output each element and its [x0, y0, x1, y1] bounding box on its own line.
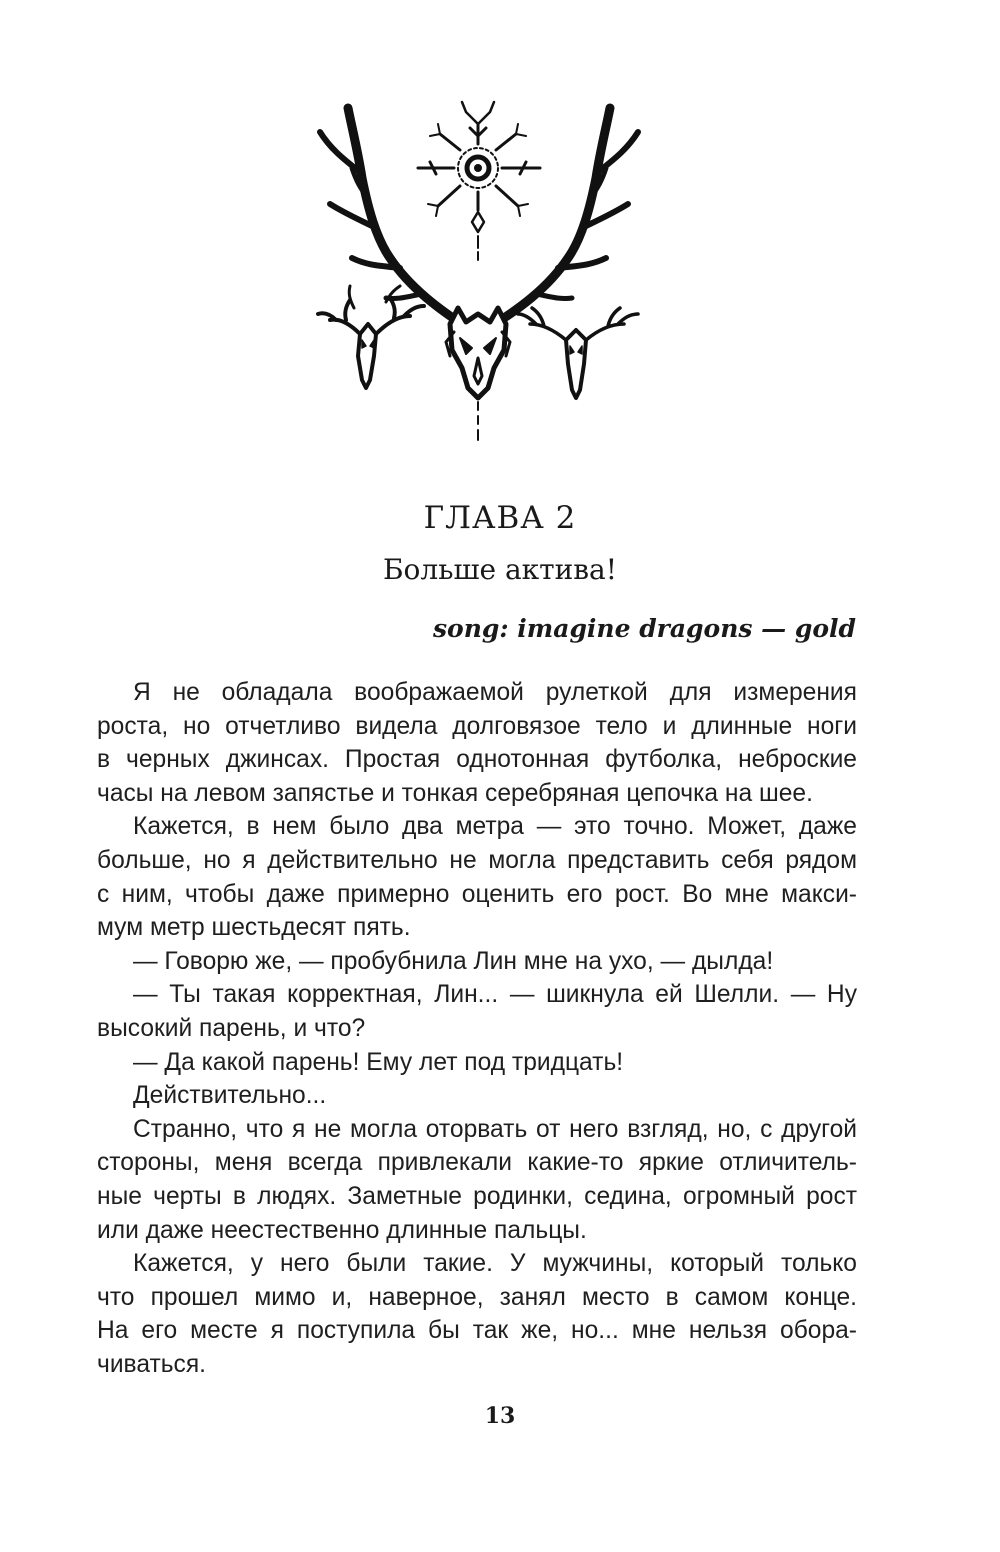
text-line: больше, но я действительно не могла представить себя рядом — [97, 846, 857, 874]
center-skull-icon — [446, 308, 510, 440]
chapter-body-text — [97, 676, 857, 1381]
text-line: роста, но отчетливо видела долговязое тело и длинные ноги — [97, 712, 857, 740]
text-line: Кажется, у него были такие. У мужчины, который только — [133, 1250, 857, 1278]
text-line: часы на левом запястье и тонкая серебряная цепочка на шее. — [97, 779, 813, 807]
text-line: — Говорю же, — пробубнила Лин мне на ухо, — дылда! — [133, 947, 774, 975]
text-line: — Ты такая корректная, Лин... — шикнула ей Шелли. — Ну — [133, 981, 857, 1009]
text-line: стороны, меня всегда привлекали какие-то яркие отличитель- — [97, 1149, 857, 1177]
text-line: что прошел мимо и, наверное, занял место в самом конце. — [97, 1283, 857, 1311]
left-skull-icon — [318, 286, 424, 388]
text-line: Странно, что я не могла оторвать от него взгляд, но, с другой — [133, 1115, 857, 1143]
right-skull-icon — [518, 308, 638, 398]
text-line: мум метр шестьдесят пять. — [97, 914, 411, 942]
text-line: Действительно... — [133, 1082, 327, 1110]
sun-icon — [418, 102, 540, 260]
text-line: На его месте я поступила бы так же, но... мне нельзя обора- — [97, 1317, 857, 1345]
text-line: или даже неестественно длинные пальцы. — [97, 1216, 587, 1244]
left-antler-icon — [320, 108, 468, 328]
chapter-epigraph-song: song: imagine dragons — gold — [432, 614, 856, 643]
text-line: высокий парень, и что? — [97, 1014, 366, 1042]
antlers-skulls-ornament-icon — [290, 88, 670, 448]
right-antler-icon — [488, 108, 638, 328]
text-line: — Да какой парень! Ему лет под тридцать! — [133, 1048, 624, 1076]
text-line: в черных джинсах. Простая однотонная футболка, неброские — [97, 746, 857, 774]
text-line: с ним, чтобы даже примерно оценить его рост. Во мне макси- — [97, 880, 857, 908]
text-line: чиваться. — [97, 1350, 207, 1378]
text-line: Кажется, в нем было два метра — это точно. Может, даже — [133, 813, 857, 841]
page-number: 13 — [484, 1403, 516, 1429]
text-line: Я не обладала воображаемой рулеткой для измерения — [133, 679, 857, 706]
text-line: ные черты в людях. Заметные родинки, седина, огромный рост — [97, 1182, 857, 1210]
chapter-title: Больше актива! — [382, 553, 618, 586]
chapter-number: ГЛАВА 2 — [423, 500, 577, 536]
